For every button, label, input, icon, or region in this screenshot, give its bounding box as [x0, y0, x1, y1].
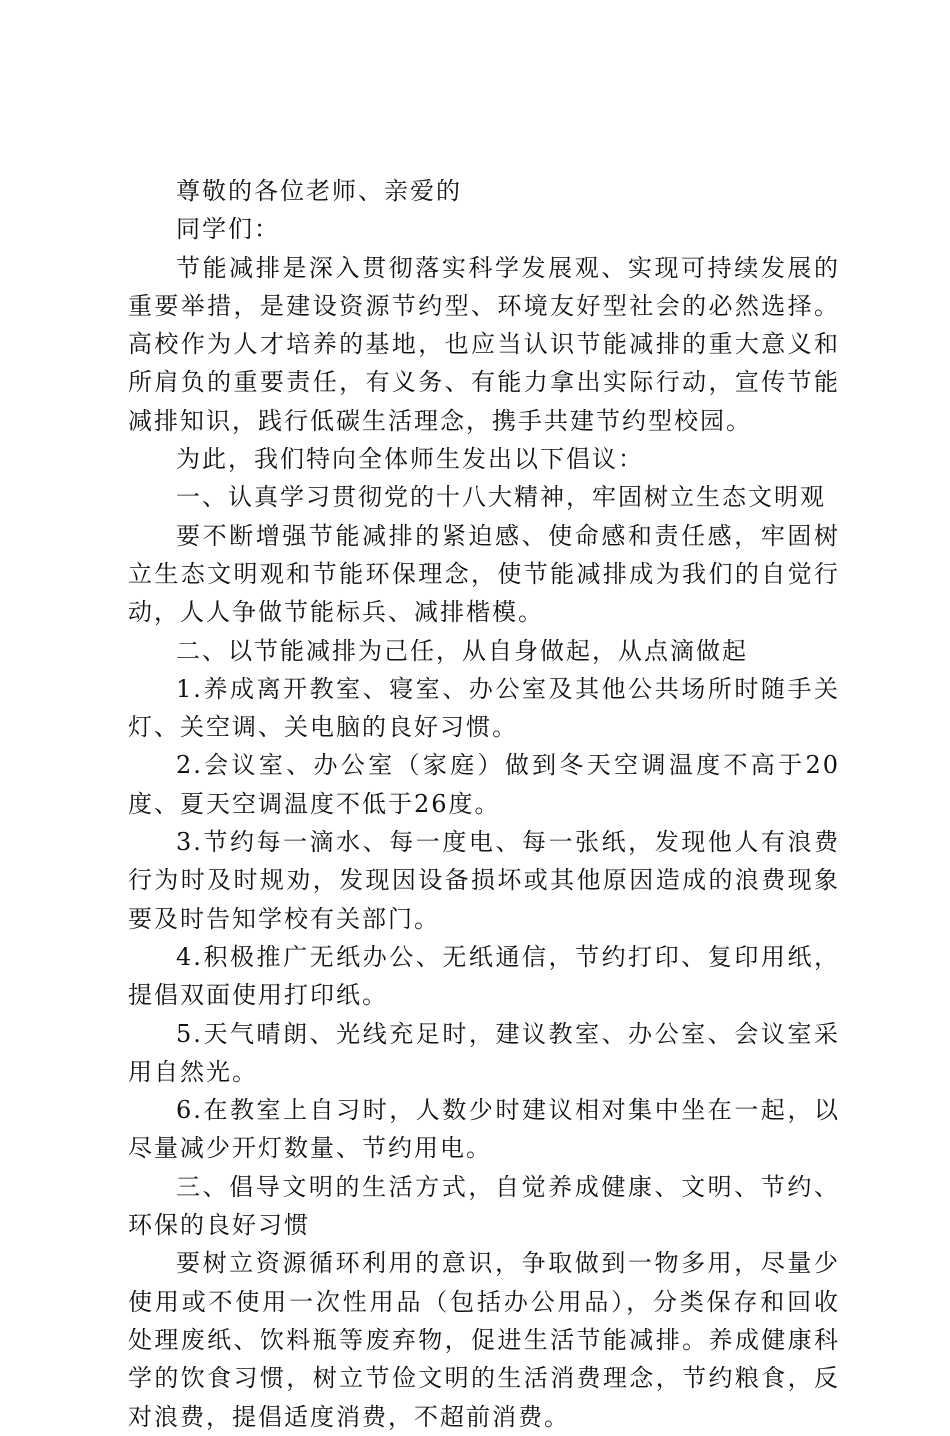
paragraph-section-3: 要树立资源循环利用的意识，争取做到一物多用，尽量少使用或不使用一次性用品（包括办公用品），分类保存和回收处理废纸、饮料瓶等废弃物，促进生活节能减排。养成健康科学的饮食习惯，树立节俭文明的生活消费理念，节约粮食，反对浪费，提倡适度消费，不超前消费。 — [128, 1249, 840, 1431]
document-body — [128, 172, 840, 1436]
list-item-2: 2.会议室、办公室（家庭）做到冬天空调温度不高于20度、夏天空调温度不低于26度。 — [128, 751, 840, 818]
list-item-5: 5.天气晴朗、光线充足时，建议教室、办公室、会议室采用自然光。 — [128, 1019, 840, 1086]
paragraph-section-1: 要不断增强节能减排的紧迫感、使命感和责任感，牢固树立生态文明观和节能环保理念，使节能减排成为我们的自觉行动，人人争做节能标兵、减排楷模。 — [128, 521, 840, 627]
paragraph-proposal-lead: 为此，我们特向全体师生发出以下倡议： — [176, 445, 644, 474]
section-heading-1: 一、认真学习贯彻党的十八大精神，牢固树立生态文明观 — [176, 483, 826, 512]
list-item-4: 4.积极推广无纸办公、无纸通信，节约打印、复印用纸，提倡双面使用打印纸。 — [128, 942, 840, 1010]
list-item-6: 6.在教室上自习时，人数少时建议相对集中坐在一起，以尽量减少开灯数量、节约用电。 — [128, 1096, 840, 1163]
section-heading-2: 二、以节能减排为己任，从自身做起，从点滴做起 — [176, 636, 748, 665]
list-item-1: 1.养成离开教室、寝室、办公室及其他公共场所时随手关灯、关空调、关电脑的良好习惯。 — [128, 674, 840, 742]
salutation-line-1: 尊敬的各位老师、亲爱的 — [176, 177, 462, 205]
salutation-line-2: 同学们： — [176, 215, 280, 244]
list-item-3: 3.节约每一滴水、每一度电、每一张纸，发现他人有浪费行为时及时规劝，发现因设备损坏或其他原因造成的浪费现象要及时告知学校有关部门。 — [128, 828, 840, 933]
paragraph-intro: 节能减排是深入贯彻落实科学发展观、实现可持续发展的重要举措，是建设资源节约型、环境友好型社会的必然选择。高校作为人才培养的基地，也应当认识节能减排的重大意义和所肩负的重要责任，有义务、有能力拿出实际行动，宣传节能减排知识，践行低碳生活理念，携手共建节约型校园。 — [128, 253, 840, 435]
section-heading-3: 三、倡导文明的生活方式，自觉养成健康、文明、节约、环保的良好习惯 — [128, 1172, 840, 1240]
